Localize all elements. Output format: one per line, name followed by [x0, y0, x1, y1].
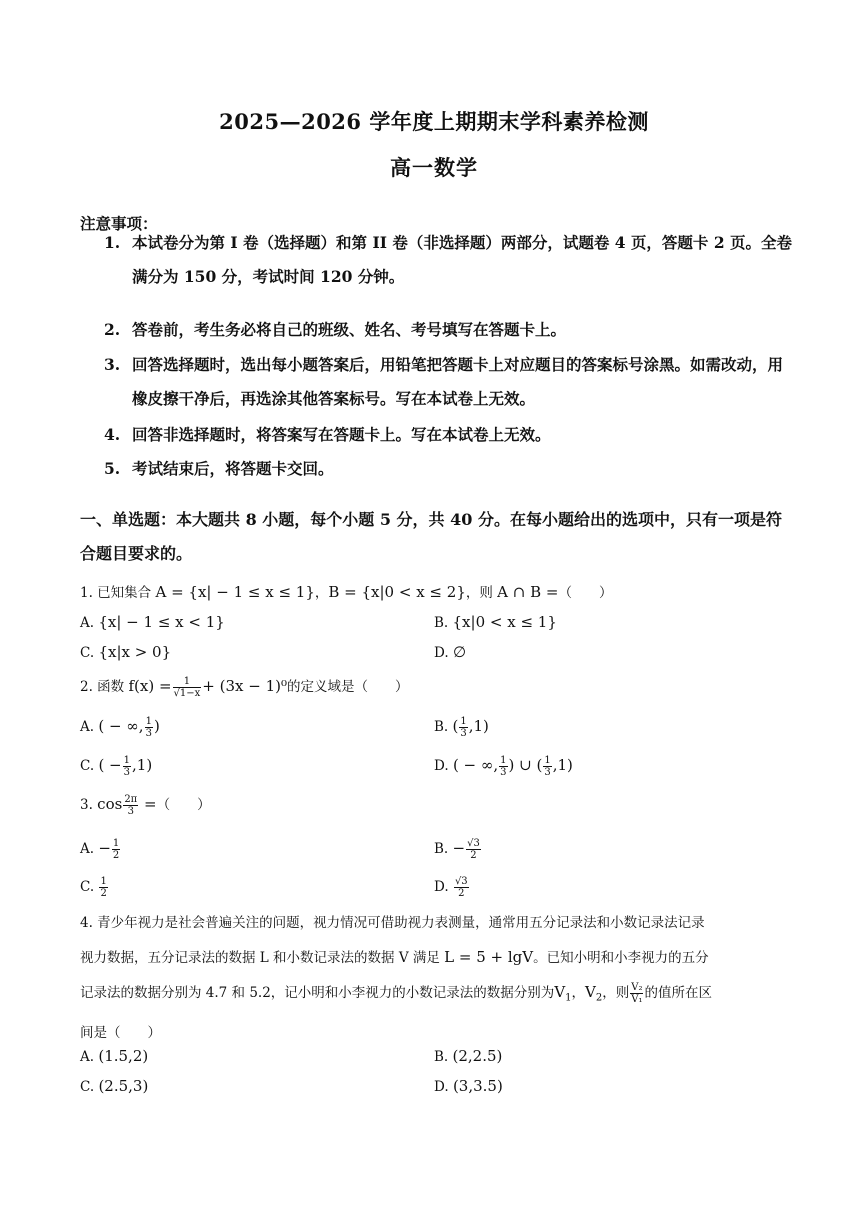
denominator: 3 [460, 728, 467, 739]
notice-number: 4. [104, 425, 121, 444]
question-3 [80, 794, 792, 817]
option-math: ,1) [132, 756, 153, 774]
q4-option-b [434, 1046, 502, 1067]
option-label: D. [434, 758, 453, 774]
option-math: (3,3.5) [452, 1077, 503, 1095]
option-math: ( − ∞, [452, 756, 499, 774]
fraction [99, 876, 107, 899]
notice-text: 本试卷分为第 I 卷（选择题）和第 II 卷（非选择题）两部分，试题卷 4 页，答题卡 2 页。全卷满分为 150 分，考试时间 120 分钟。 [132, 233, 792, 286]
option-math: ( − [98, 756, 122, 774]
question-2 [80, 676, 792, 699]
question-prefix: 3. [80, 797, 98, 813]
fraction [112, 838, 120, 861]
notice-number: 1. [104, 233, 121, 252]
option-label: A. [80, 615, 99, 631]
denominator: 2 [100, 888, 107, 899]
question-4 [80, 906, 792, 1050]
option-sign: − [98, 839, 111, 857]
q3-option-d [434, 876, 470, 899]
option-math: ( − ∞, [98, 717, 144, 735]
q3-option-a [80, 838, 121, 861]
option-math: ) ∪ ( [508, 756, 543, 774]
option-label: A. [80, 1049, 99, 1065]
notice-heading: 注意事项： [80, 214, 158, 233]
option-label: C. [80, 645, 99, 661]
variable-v1: V [554, 983, 566, 1001]
function-tail: + (3x − 1)⁰ [202, 677, 288, 695]
denominator: 3 [123, 767, 131, 778]
numerator: 1 [100, 876, 107, 887]
cos-function: cos [97, 795, 123, 813]
answer-blank: （ ） [558, 585, 613, 601]
variable-v2: V [585, 983, 596, 1001]
denominator: V₁ [631, 994, 643, 1005]
question-line [80, 940, 792, 975]
q2-option-c [80, 755, 152, 778]
notice-text: 回答选择题时，选出每小题答案后，用铅笔把答题卡上对应题目的答案标号涂黑。如需改动，用橡皮擦干净后，再选涂其他答案标号。写在本试卷上无效。 [132, 355, 784, 408]
formula: L = 5 + lgV [444, 948, 534, 966]
option-label: C. [80, 879, 99, 895]
question-text: ，则 [602, 985, 630, 1001]
denominator: 3 [145, 728, 152, 739]
notice-text: 答卷前，考生务必将自己的班级、姓名、考号填写在答题卡上。 [132, 320, 567, 339]
numerator: 1 [112, 838, 120, 849]
notice-number: 3. [104, 355, 121, 374]
question-prefix: 1. 已知集合 [80, 585, 156, 601]
question-text: 记录法的数据分别为 4.7 和 5.2，记小明和小李视力的小数记录法的数据分别为 [80, 985, 555, 1001]
fraction [543, 755, 551, 778]
q1-option-d [434, 642, 466, 663]
numerator: √3 [467, 838, 480, 849]
question-line [80, 975, 792, 1016]
separator: ， [314, 585, 329, 601]
fraction [466, 838, 481, 861]
option-math: (2.5,3) [98, 1077, 149, 1095]
set-a: A = {x| − 1 ≤ x ≤ 1} [155, 583, 315, 601]
fraction [459, 716, 467, 739]
option-math: ,1) [468, 717, 489, 735]
question-1 [80, 582, 792, 603]
option-math: ) [153, 717, 160, 735]
option-math: ( [452, 717, 459, 735]
question-prefix: 2. 函数 [80, 679, 129, 695]
q4-option-d [434, 1076, 503, 1097]
denominator: 2 [112, 850, 120, 861]
fraction [173, 676, 202, 699]
notice-number: 5. [104, 459, 121, 478]
exam-title: 2025—2026 学年度上期期末学科素养检测 [219, 109, 649, 134]
q1-option-c [80, 642, 171, 663]
numerator: V₂ [631, 982, 643, 993]
function-name: f(x) = [128, 677, 172, 695]
q3-option-b [434, 838, 482, 861]
denominator: √1−x [173, 688, 201, 699]
option-label: A. [80, 841, 99, 857]
option-label: A. [80, 719, 99, 735]
numerator: 2π [124, 794, 138, 805]
denominator: 3 [127, 806, 134, 817]
numerator: 1 [173, 676, 202, 688]
q2-option-d [434, 755, 573, 778]
notice-number: 2. [104, 320, 121, 339]
option-label: C. [80, 758, 99, 774]
numerator: 1 [544, 755, 551, 766]
notice-text: 回答非选择题时，将答案写在答题卡上。写在本试卷上无效。 [132, 425, 551, 444]
equals-sign: = [139, 795, 157, 813]
set-b: B = {x|0 < x ≤ 2} [328, 583, 466, 601]
question-mid: ，则 [465, 585, 498, 601]
option-math: {x|x > 0} [98, 643, 172, 661]
q3-option-c [80, 876, 109, 899]
question-line: 4. 青少年视力是社会普遍关注的问题，视力情况可借助视力表测量，通常用五分记录法和小数记录法记录 [80, 915, 705, 931]
option-label: B. [434, 841, 453, 857]
option-math: ∅ [452, 643, 467, 661]
denominator: 2 [458, 888, 465, 899]
question-suffix: 的定义域是（ ） [287, 679, 409, 695]
option-label: D. [434, 645, 453, 661]
option-label: B. [434, 615, 453, 631]
notice-text: 考试结束后，将答题卡交回。 [132, 459, 334, 478]
option-label: B. [434, 1049, 453, 1065]
option-math: ,1) [552, 756, 573, 774]
q4-option-c [80, 1076, 148, 1097]
question-line: 间是（ ） [80, 1024, 161, 1041]
subscript: 1 [565, 992, 572, 1004]
option-math: (1.5,2) [98, 1047, 149, 1065]
question-text: 视力数据，五分记录法的数据 L 和小数记录法的数据 V 满足 [80, 950, 445, 966]
answer-blank: （ ） [156, 797, 211, 813]
fraction [454, 876, 469, 899]
numerator: 1 [145, 716, 152, 727]
section-heading: 一、单选题：本大题共 8 小题，每个小题 5 分，共 40 分。在每小题给出的选项中，只有一项是符合题目要求的。 [80, 510, 782, 563]
q1-option-a [80, 612, 225, 633]
option-label: C. [80, 1079, 99, 1095]
numerator: √3 [454, 876, 468, 887]
option-math: (2,2.5) [452, 1047, 503, 1065]
question-text: 的值所在区 [644, 985, 712, 1001]
fraction [145, 716, 153, 739]
option-label: D. [434, 879, 453, 895]
option-label: B. [434, 719, 453, 735]
exam-subject: 高一数学 [390, 155, 478, 180]
q2-option-a [80, 716, 160, 739]
option-label: D. [434, 1079, 453, 1095]
q2-option-b [434, 716, 489, 739]
denominator: 2 [470, 850, 477, 861]
separator: ， [571, 985, 586, 1001]
fraction [630, 982, 643, 1005]
numerator: 1 [500, 755, 507, 766]
option-math: {x| − 1 ≤ x < 1} [98, 613, 225, 631]
q4-option-a [80, 1046, 148, 1067]
intersection-expr: A ∩ B = [497, 583, 559, 601]
fraction [499, 755, 507, 778]
option-math: {x|0 < x ≤ 1} [452, 613, 557, 631]
q1-option-b [434, 612, 557, 633]
option-sign: − [452, 839, 466, 857]
denominator: 3 [500, 767, 507, 778]
subscript: 2 [595, 992, 603, 1004]
denominator: 3 [544, 767, 551, 778]
fraction [123, 755, 131, 778]
numerator: 1 [123, 755, 131, 766]
question-text: 。已知小明和小李视力的五分 [533, 950, 709, 966]
fraction [123, 794, 138, 817]
numerator: 1 [460, 716, 467, 727]
